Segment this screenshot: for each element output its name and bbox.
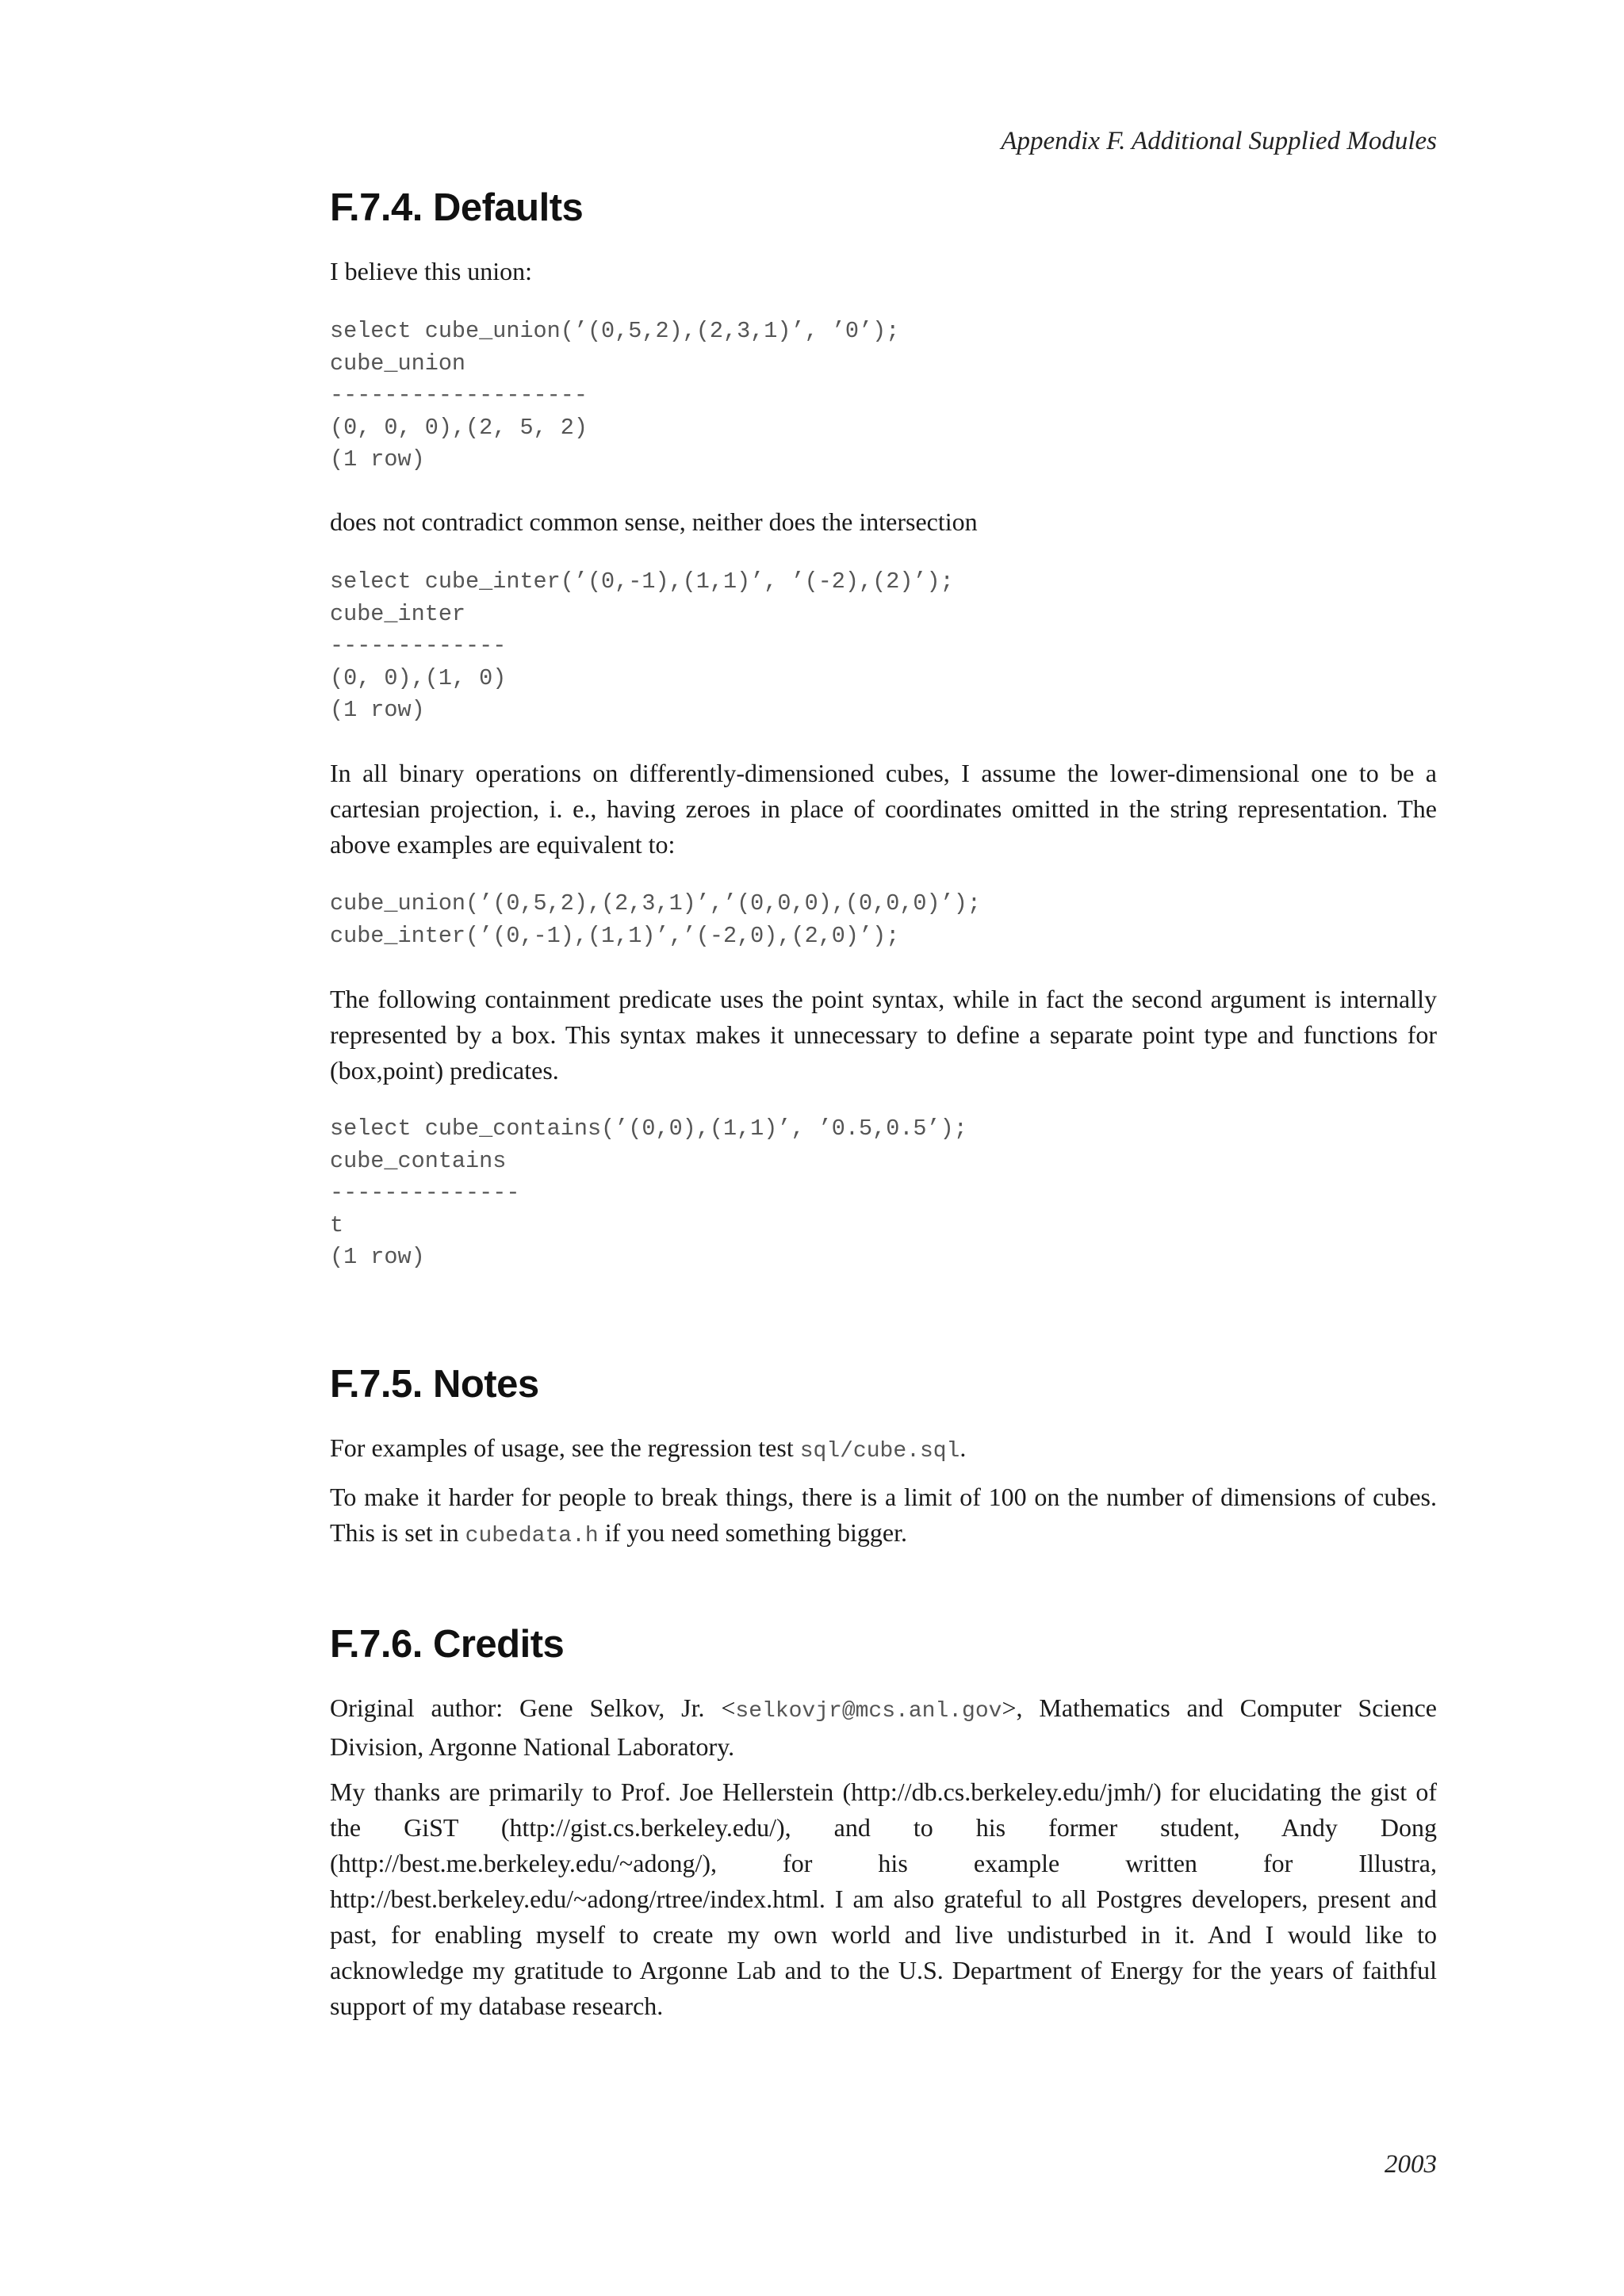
paragraph-original-author (330, 1690, 1437, 1765)
paragraph-union-intro: I believe this union: (330, 257, 533, 285)
paragraph-dimension-limit (330, 1479, 1437, 1554)
author-email: selkovjr@mcs.anl.gov (735, 1699, 1002, 1724)
text-fragment: . (959, 1433, 967, 1462)
text-fragment: if you need something bigger. (598, 1518, 907, 1547)
text-fragment: >, Mathematics and Computer Science Division, Argonne National Laboratory. (330, 1693, 1438, 1761)
text-fragment: Original author: Gene Selkov, Jr. < (330, 1693, 736, 1722)
text-fragment: To make it harder for people to break things, there is a limit of 100 on the number of dimensions of cubes. This is set in (330, 1483, 1437, 1547)
running-head: Appendix F. Additional Supplied Modules (1001, 127, 1437, 155)
section-heading-defaults: F.7.4. Defaults (330, 186, 584, 229)
section-heading-credits: F.7.6. Credits (330, 1623, 565, 1666)
section-heading-notes: F.7.5. Notes (330, 1363, 539, 1406)
code-block-union: select cube_union(’(0,5,2),(2,3,1)’, ’0’); cube_union ------------------- (0, 0, 0),(2, 5, 2) (1 row) (330, 318, 900, 473)
text-fragment: For examples of usage, see the regression test (330, 1433, 800, 1462)
code-block-inter: select cube_inter(’(0,-1),(1,1)’, ’(-2),(2)’); cube_inter ------------- (0, 0),(1, 0) (1 row) (330, 568, 954, 723)
code-file-cube-sql: sql/cube.sql (799, 1439, 960, 1464)
paragraph-regression-test (330, 1430, 1437, 1469)
paragraph-acknowledgements: My thanks are primarily to Prof. Joe Hellerstein (http://db.cs.berkeley.edu/jmh/) for elucidating the gist of the GiST (http://gist.cs.berkeley.edu/), and to his former student, Andy Dong (http://best.me.berkeley.edu/~adong/), for his example written for Illustra, http://best.berkeley.edu/~adong/rtree/index.html. I am also grateful to all Postgres developers, present and past, for enabling myself to create my own world and live undisturbed in it. And I would like to acknowledge my gratitude to Argonne Lab and to the U.S. Department of Energy for the years of faithful support of my database research. (330, 1777, 1437, 2020)
paragraph-intersection: does not contradict common sense, neither does the intersection (330, 507, 978, 536)
code-block-equivalent: cube_union(’(0,5,2),(2,3,1)’,’(0,0,0),(0,0,0)’); cube_inter(’(0,-1),(1,1)’,’(-2,0),(2,0)’); (330, 890, 981, 949)
page-number: 2003 (1385, 2150, 1437, 2179)
code-block-contains: select cube_contains(’(0,0),(1,1)’, ’0.5,0.5’); cube_contains -------------- t (1 row) (330, 1115, 967, 1270)
paragraph-containment: The following containment predicate uses the point syntax, while in fact the second argument is internally represented by a box. This syntax makes it unnecessary to define a separate point type and functions for (box,point) predicates. (330, 985, 1437, 1085)
paragraph-binary-operations: In all binary operations on differently-dimensioned cubes, I assume the lower-dimensional one to be a cartesian projection, i. e., having zeroes in place of coordinates omitted in the string representation. The above examples are equivalent to: (330, 759, 1437, 859)
code-file-cubedata-h: cubedata.h (465, 1524, 599, 1548)
